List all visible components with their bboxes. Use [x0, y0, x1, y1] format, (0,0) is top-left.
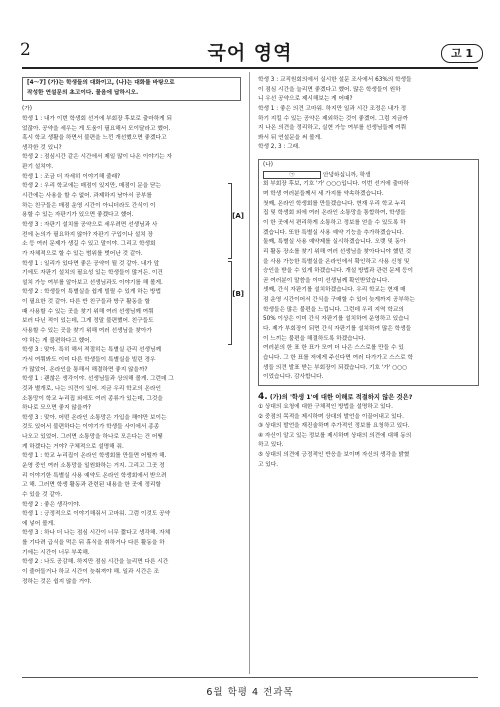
speech-line: 둘째, 특별실 사용 예약제를 실시하겠습니다. 오랫 및 동아 — [263, 239, 406, 246]
bracket-line — [228, 183, 232, 258]
dialogue-line: 생각한 것 있니? — [22, 144, 62, 151]
bracket-line — [228, 261, 232, 346]
question-4 — [258, 392, 479, 403]
answer-option: ④ 자신이 알고 있는 정보를 제시하며 상대의 의견에 대해 동의 — [258, 432, 412, 439]
dialogue-line: 학생 3 : 맞아. 어떤 온라인 소통망은 가입을 해야만 보이는 — [22, 414, 167, 421]
dialogue-line: 니 우선 공약으로 제시해보는 게 어때? — [258, 96, 353, 103]
left-column — [22, 76, 244, 587]
dialogue-line: 가 자체적으로 할 수 있는 범위를 벗어난 것 같아. — [22, 250, 143, 257]
dialogue-line: 게 하겠다는 거야? 구체적으로 설명해 줘. — [22, 443, 124, 450]
dialogue-line: 때 사용할 수 있는 곳을 찾기 위해 여러 선생님께 여쭤 — [22, 308, 154, 315]
answer-option: ① 상대의 요청에 대한 구체적인 방법을 설명하고 있다. — [258, 403, 393, 410]
instruction-line: [4～7] (가)는 학생들의 대화이고, (나)는 대화를 바탕으로 — [27, 80, 175, 86]
speech-line: 곧 여러분이 말씀을 이미 선생님께 확인받았습니다. — [263, 277, 390, 284]
instruction-line: 작성한 연설문의 초고이다. 물음에 답하시오. — [27, 89, 139, 96]
speech-line: 며 학생 여러분들께서 세 가지를 약속하겠습니다. — [263, 191, 384, 198]
blank-box: ㉠ — [263, 171, 321, 179]
speech-line: 이 느끼는 불편을 해결하도록 하겠습니다. — [263, 335, 366, 342]
bracket-a-block — [22, 182, 244, 259]
dialogue-line: 시간에는 사용을 할 수 없어. 과제하지 남아서 공부를 — [22, 193, 152, 200]
right-column — [258, 76, 479, 470]
dialogue-line: 것도 있어서 불편하다는 이야기가 학생들 사이에서 종종 — [22, 424, 160, 431]
question-number: 4. — [258, 391, 268, 402]
speech-line: 이었습니다. 감사합니다. — [263, 374, 324, 381]
bracket-a-label: [A] — [232, 212, 244, 221]
dialogue-line: 고 해. 그러면 학생 활동과 관련된 내용을 한 곳에 정리할 — [22, 482, 161, 489]
answer-option: 하고 있다. — [258, 442, 284, 449]
speech-line: 이 한 곳에서 편리하게 소통하고 정보를 얻을 수 있도록 하 — [263, 219, 406, 226]
dialogue-line: 전에 논의가 필요하지 않아? 자판기 구입이나 설치 장 — [22, 231, 154, 238]
dialogue-line: 운영 중인 여러 소통망을 일원화하는 거지. 그리고 그곳 정 — [22, 462, 165, 469]
dialogue-line: 보러 다닌 적이 있는데, 그게 정말 불편했어. 친구들도 — [22, 318, 154, 325]
dialogue-line: 학생 3 : 교직원회의에서 실시한 설문 조사에서 63%의 학생들 — [258, 77, 412, 83]
dialogue-line: 정하는 것은 쉽지 않을 거야. — [22, 578, 92, 585]
dialogue-line: 에 넣어 볼게. — [22, 520, 55, 527]
dialogue-line: 이 점심 시간을 늘리면 좋겠다고 했어. 많은 학생들이 원하 — [258, 86, 401, 93]
dialogue-line: 학생 1 : 학교 누리집이 온라인 학생회를 만들면 어떨까 해. — [22, 453, 167, 460]
dialogue-line: 소통망이 학교 누리집 외에도 여러 종류가 있는데, 그것을 — [22, 395, 163, 402]
footer-text: 6월 학평 4 전과목 — [206, 687, 294, 698]
speech-line: 여러분의 한 표 한 표가 모여 더 나은 스스로를 만들 수 있 — [263, 345, 404, 352]
speech-box — [258, 159, 479, 386]
dialogue-line: 학생 1 : 내가 이번 학생회 선거에 부회장 후보로 출마하게 되 — [22, 115, 172, 122]
speech-text — [263, 180, 474, 382]
question-text: (가)의 '학생 1'에 대한 이해로 적절하지 않은 것은? — [269, 393, 413, 401]
speech-line: 50% 이상은 이미 간식 자판기를 설치하여 운영하고 있습니 — [263, 316, 410, 323]
dialogue-line: 었잖아. 공약을 세우는 게 도움이 필요해서 모이달라고 했어. — [22, 125, 171, 132]
speech-line: 점 운영 시간이어서 간식을 구매할 수 있어 늦게까지 공부하는 — [263, 297, 415, 304]
dialogue-line: 학생 1 : 조금 더 자세히 이야기해 줄래? — [22, 173, 121, 180]
passage-label-ga: (가) — [22, 106, 32, 113]
dialogue-line: 봐서 뒤 연설문을 써 볼게. — [258, 134, 322, 141]
bracket-b-label: [B] — [232, 289, 244, 298]
speech-line: 학생들은 많은 불편을 느낍니다. 그런데 우리 지역 학교의 — [263, 306, 404, 313]
dialogue-line: 학생 1 : 괜찮은 생각이야. 선생님들과 상의해 볼게. 그런데 그 — [22, 376, 174, 383]
dialogue-line: 가 많았어. 온라인을 통해서 해결하면 좋지 않을까? — [22, 366, 148, 373]
speech-line: 리 활동 장소를 찾기 위해 여러 선생님을 찾아다니야 했던 것 — [263, 248, 412, 255]
dialogue-line: 학생 2 : 점심시간 같은 시간에서 제일 많이 나온 이야기는 자 — [22, 154, 172, 161]
dialogue-line: 지 나온 의견을 정리하고, 실현 가능 여부를 선생님들께 여쭤 — [258, 125, 407, 132]
dialogue-line: 가서 여쭤봐도 이미 다른 학생들이 특별실을 빌린 경우 — [22, 356, 156, 363]
speech-line: 겠습니다. 또한 특별실 사용 예약 기능을 추가하겠습니다. — [263, 229, 404, 236]
column-divider — [249, 72, 250, 674]
speech-line: 을 사용 가능한 특별실을 온라인에서 확인하고 사용 신청 및 — [263, 258, 410, 265]
speech-line: 습니다. 그 한 표를 저에게 주신다면 여러 다가가고 스스로 학 — [263, 354, 413, 361]
dialogue-line: 소 등 여러 문제가 생길 수 있고 말이야. 그리고 학생회 — [22, 241, 156, 248]
dialogue-line: 하는 친구들은 매점 운영 시간이 아니더라도 간식이 이 — [22, 202, 156, 209]
dialogue-line: 를 기다려 급식을 먹은 뒤 휴식을 취하거나 다른 활동을 하 — [22, 540, 165, 547]
dialogue-line: 하기 지킬 수 있는 공약은 제외하는 것이 좋겠어. 그럼 지금까 — [258, 115, 408, 122]
speech-line: 셋째, 간식 자판기를 설치하겠습니다. 우리 학교는 현재 매 — [263, 287, 406, 294]
dialogue-line: 학생 1 : 좋은 의견 고마워. 하지만 일과 시간 조정은 내가 정 — [258, 105, 407, 112]
dialogue-line: 수 있을 것 같아. — [22, 491, 63, 498]
dialogue-line: 사용할 수 있는 곳을 찾기 위해 여러 선생님을 찾아가 — [22, 328, 152, 335]
answer-option: ② 중점의 목적을 제시하며 상대의 발언을 이끌어내고 있다. — [258, 413, 404, 420]
dialogue-line: 학생 3 : 자판기 설치를 공약으로 세우려면 선생님과 사 — [22, 221, 158, 228]
dialogue-line: 설치 가능 여부를 알아보고 선생님과도 이야기를 해 볼게. — [22, 279, 163, 286]
dialogue-block — [22, 346, 241, 587]
dialogue-line: 것과 별개로, 나는 의견이 있어. 지금 우리 학교의 온라인 — [22, 385, 161, 392]
dialogue-line: 학생 1 : 긍정적으로 이야기해줘서 고마워. 그럼 이것도 공약 — [22, 511, 171, 518]
dialogue-line: 나오고 있었어. 그러면 소통망을 하나로 모은다는 건 어떻 — [22, 434, 163, 441]
speech-line: 생들 의견 발표 받는 부회장이 되겠습니다. 기호 '가' ○○○ — [263, 364, 408, 371]
passage-label-na: (나) — [263, 162, 273, 169]
dialogue-line: 하나로 모으면 좋지 않을까? — [22, 405, 91, 412]
dialogue-line: 판기 설치야. — [22, 164, 54, 171]
header-rule — [22, 67, 478, 69]
instruction-box — [22, 77, 241, 101]
dialogue-line: 혹시 학교 생활을 하면서 불편을 느낀 개선했으면 좋겠다고 — [22, 135, 167, 142]
dialogue-line: 학생 2 : 학생들이 특별실을 쉽게 빌릴 수 있게 하는 방법 — [22, 289, 161, 296]
answer-option: ③ 상대의 발언을 재진술하며 추가적인 정보를 요청하고 있다. — [258, 423, 410, 430]
dialogue-line: 기에는 시간이 너무 부족해. — [22, 549, 90, 556]
dialogue-line: 학생 3 : 맞아. 특히 해서 적절히는 특별실 관리 선생님께 — [22, 347, 161, 354]
dialogue-line: 리 이야기한 특별실 사용 예약도 온라인 학생회에서 받으려 — [22, 472, 167, 479]
dialogue-line: 학생 2 : 우리 학교에는 매점이 있지만, 매점이 문을 닫는 — [22, 183, 161, 190]
footer-rule — [22, 677, 478, 678]
speech-line: 다. 제가 부회장이 되면 간식 자판기를 설치하여 많은 학생들 — [263, 326, 412, 333]
speech-greeting: 안녕하십니까, 학생 — [323, 172, 371, 179]
dialogue-line: 학생 2 : 좋은 생각이야. — [22, 501, 81, 508]
dialogue-line: 학생 2, 3 : 그래. — [258, 144, 300, 151]
speech-line: 회 부회장 후보, 기호 '가' ○○○입니다. 이번 선거에 출마하 — [263, 181, 409, 188]
dialogue-line: 학생 1 : 일리가 있다면 좋은 공약이 될 것 같아. 내가 앞 — [22, 260, 160, 267]
dialogue-line: 용할 수 있는 자판기가 있으면 좋겠다고 했어. — [22, 212, 134, 219]
speech-line: 집 및 학생회 외에 여러 온라인 소통망을 통합하여, 학생들 — [263, 210, 406, 217]
speech-first-line — [263, 171, 474, 181]
speech-line: 첫째, 온라인 학생회를 만들겠습니다. 현재 우리 학교 누리 — [263, 200, 406, 207]
speech-line: 승인을 받을 수 있게 하겠습니다. 개설 방법과 관련 문제 등이 — [263, 268, 413, 275]
dialogue-block — [22, 115, 241, 182]
dialogue-line: 기에도 자판기 설치의 필요성 있는 학생들이 많거든. 이건 — [22, 270, 163, 277]
page-number: 2 — [20, 40, 31, 60]
answer-option: 고 있다. — [258, 461, 279, 468]
dialogue-line: 학생 3 : 하나 더 나는 점심 시간이 너무 짧다고 생각해. 자체 — [22, 530, 171, 537]
grade-badge: 고 1 — [441, 44, 483, 63]
dialogue-line: 이 필요한 것 같아. 다른 반 친구들과 방구 활동을 할 — [22, 299, 150, 306]
answer-option: ⑤ 상대의 의견에 긍정적인 반응을 보이며 자신의 생각을 밝혔 — [258, 452, 410, 459]
dialogue-line: 야 하는 게 불편하다고 했어. — [22, 337, 92, 344]
dialogue-continued — [258, 76, 479, 153]
bracket-b-block — [22, 260, 244, 347]
answer-options — [258, 403, 479, 470]
dialogue-line: 학생 2 : 나도 공감해. 하지만 점심 시간을 늘리면 다른 시간 — [22, 559, 169, 566]
subject-title: 국어 영역 — [207, 42, 293, 64]
dialogue-line: 이 줄어들거나 하교 시간이 늦춰져야 해. 일과 시간은 조 — [22, 569, 160, 576]
